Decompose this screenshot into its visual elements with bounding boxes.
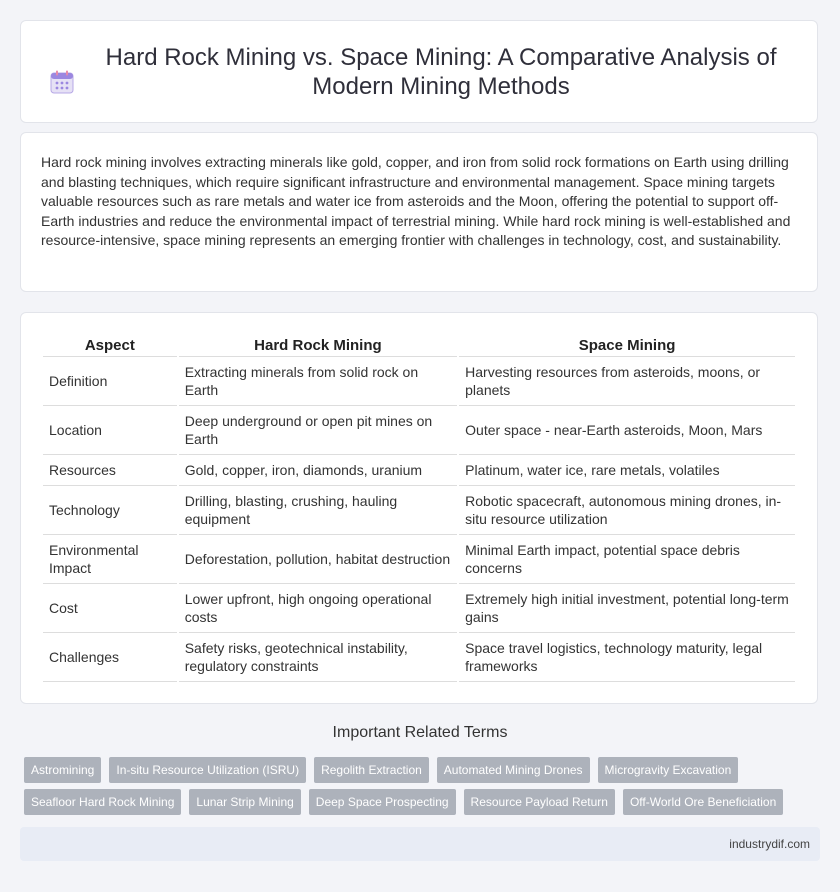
- row-space: Platinum, water ice, rare metals, volatiles: [459, 455, 795, 486]
- row-space: Space travel logistics, technology maturity, legal frameworks: [459, 633, 795, 682]
- intro-card: [20, 132, 818, 292]
- tag-microgravity-excavation[interactable]: Microgravity Excavation: [598, 757, 739, 783]
- row-aspect: Location: [43, 406, 177, 455]
- table-row: [43, 357, 795, 406]
- table-row: [43, 486, 795, 535]
- row-hard-rock: Safety risks, geotechnical instability, regulatory constraints: [179, 633, 457, 682]
- row-space: Extremely high initial investment, potential long-term gains: [459, 584, 795, 633]
- table-header-row: [43, 331, 795, 357]
- comparison-table: [41, 331, 797, 682]
- header-aspect: Aspect: [43, 331, 177, 357]
- row-hard-rock: Gold, copper, iron, diamonds, uranium: [179, 455, 457, 486]
- footer-site[interactable]: industrydif.com: [729, 837, 810, 851]
- title-card: [20, 20, 818, 123]
- footer: [20, 827, 820, 861]
- row-hard-rock: Deforestation, pollution, habitat destruction: [179, 535, 457, 584]
- tag-seafloor-hard-rock-mining[interactable]: Seafloor Hard Rock Mining: [24, 789, 181, 815]
- row-aspect: Environmental Impact: [43, 535, 177, 584]
- table-row: [43, 633, 795, 682]
- row-aspect: Technology: [43, 486, 177, 535]
- header-space: Space Mining: [459, 331, 795, 357]
- row-aspect: Cost: [43, 584, 177, 633]
- tag-deep-space-prospecting[interactable]: Deep Space Prospecting: [309, 789, 456, 815]
- row-space: Outer space - near-Earth asteroids, Moon, Mars: [459, 406, 795, 455]
- row-aspect: Challenges: [43, 633, 177, 682]
- row-hard-rock: Deep underground or open pit mines on Earth: [179, 406, 457, 455]
- row-space: Harvesting resources from asteroids, moons, or planets: [459, 357, 795, 406]
- related-tags-row-1: [24, 757, 824, 783]
- tag-lunar-strip-mining[interactable]: Lunar Strip Mining: [189, 789, 300, 815]
- intro-paragraph: Hard rock mining involves extracting minerals like gold, copper, and iron from solid rock formations on Earth using drilling and blasting techniques, which require significant infrastructure and environmental management. Space mining targets valuable resources such as rare metals and water ice from asteroids and the Moon, offering the potential to support off-Earth industries and reduce the environmental impact of terrestrial mining. While hard rock mining is well-established and resource-intensive, space mining represents an emerging frontier with challenges in technology, cost, and sustainability.: [41, 154, 791, 248]
- page-title: Hard Rock Mining vs. Space Mining: A Comparative Analysis of Modern Mining Methods: [105, 43, 777, 100]
- row-space: Robotic spacecraft, autonomous mining drones, in-situ resource utilization: [459, 486, 795, 535]
- tag-off-world-ore-beneficiation[interactable]: Off-World Ore Beneficiation: [623, 789, 783, 815]
- table-row: [43, 584, 795, 633]
- tag-resource-payload-return[interactable]: Resource Payload Return: [464, 789, 615, 815]
- row-hard-rock: Drilling, blasting, crushing, hauling equipment: [179, 486, 457, 535]
- related-terms-title: Important Related Terms: [332, 724, 508, 741]
- calendar-icon: [49, 69, 75, 95]
- comparison-card: [20, 312, 818, 704]
- tag-isru[interactable]: In-situ Resource Utilization (ISRU): [109, 757, 306, 783]
- row-hard-rock: Lower upfront, high ongoing operational costs: [179, 584, 457, 633]
- tag-automated-mining-drones[interactable]: Automated Mining Drones: [437, 757, 590, 783]
- related-tags-row-2: [24, 789, 824, 815]
- tag-astromining[interactable]: Astromining: [24, 757, 101, 783]
- table-row: [43, 455, 795, 486]
- row-hard-rock: Extracting minerals from solid rock on Earth: [179, 357, 457, 406]
- header-hard-rock: Hard Rock Mining: [179, 331, 457, 357]
- row-space: Minimal Earth impact, potential space debris concerns: [459, 535, 795, 584]
- table-row: [43, 535, 795, 584]
- table-row: [43, 406, 795, 455]
- row-aspect: Definition: [43, 357, 177, 406]
- tag-regolith-extraction[interactable]: Regolith Extraction: [314, 757, 429, 783]
- row-aspect: Resources: [43, 455, 177, 486]
